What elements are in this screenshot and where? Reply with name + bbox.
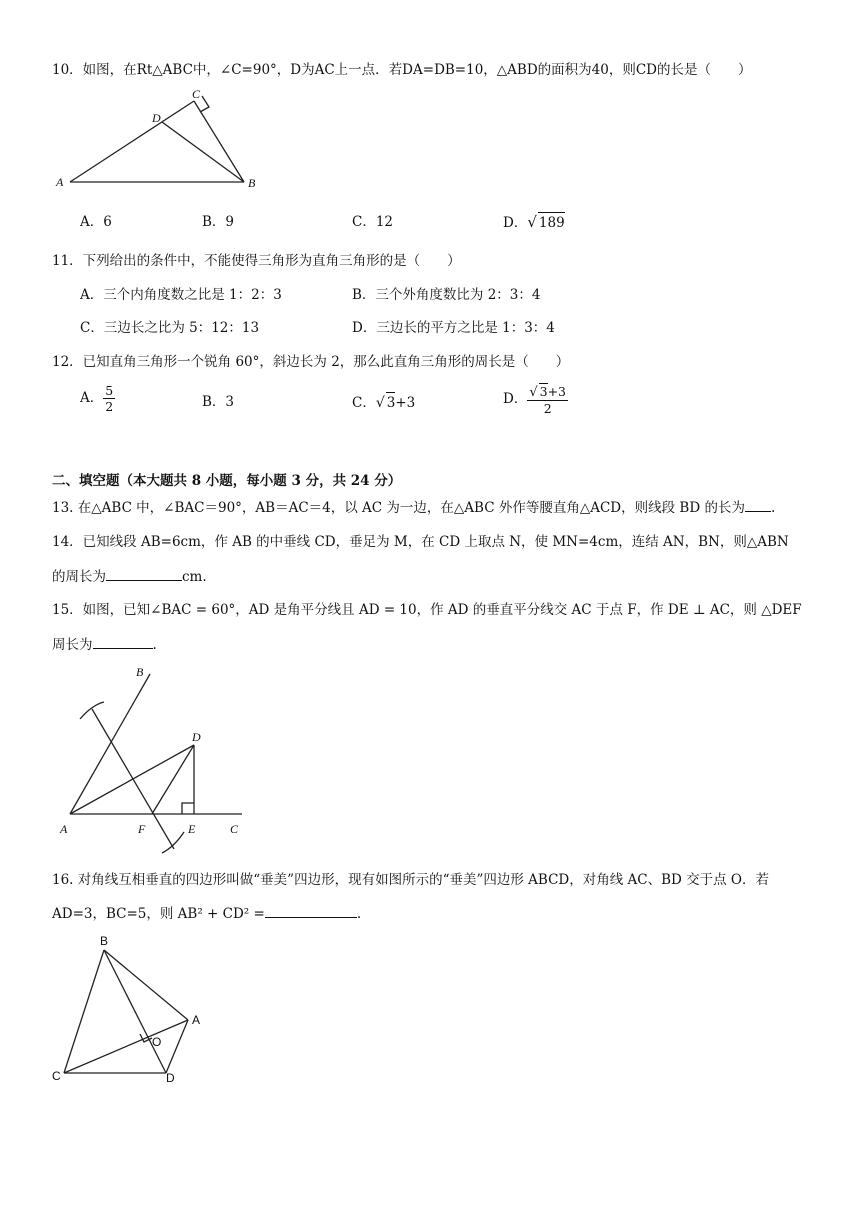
q11-option-c: C．三边长之比为 5：12：13: [80, 320, 260, 336]
q16-suffix: .: [356, 906, 362, 922]
q15-prefix: 周长为: [52, 637, 93, 653]
label-b: B: [100, 934, 109, 948]
label-f: F: [138, 822, 146, 836]
segment-cb: [64, 950, 104, 1073]
q11-stem: 11．下列给出的条件中，不能使得三角形为直角三角形的是（ ）: [52, 253, 461, 269]
q14-line2: [52, 566, 207, 587]
label-c: C: [230, 822, 239, 836]
q10-figure: [52, 88, 272, 193]
segment-db: [162, 122, 244, 182]
q14-suffix: cm.: [182, 569, 207, 585]
q10-option-b: B．9: [202, 214, 235, 230]
label-a: A: [192, 1013, 201, 1027]
right-angle-mark: [182, 803, 194, 814]
q16-line1: 16. 对角线互相垂直的四边形叫做“垂美”四边形，现有如图所示的“垂美”四边形 ABCD，对角线 AC、BD 交于点 O．若: [52, 872, 769, 888]
q13-end: .: [770, 500, 776, 516]
q10-option-c: C．12: [352, 214, 394, 230]
q11-option-a: A．三个内角度数之比是 1：2：3: [80, 287, 282, 303]
q12-option-d-label: D．: [503, 391, 528, 407]
q12-option-a-numerator: 5: [105, 383, 114, 398]
diagonal-bd: [104, 950, 166, 1073]
q12-option-d-denominator: 2: [543, 401, 552, 416]
label-c: C: [52, 1069, 61, 1083]
q10-stem: 10．如图，在Rt△ABC中，∠C=90°，D为AC上一点．若DA=DB=10，△ABD的面积为40，则CD的长是（ ）: [52, 62, 752, 78]
segment-ac: [70, 101, 194, 182]
q16-figure: [48, 930, 218, 1090]
q14-answer-blank[interactable]: [106, 566, 182, 581]
label-a: A: [60, 822, 68, 836]
q12-option-a-label: A．: [80, 390, 104, 406]
segment-ad: [70, 745, 194, 814]
q12-option-a: [80, 383, 115, 414]
q10-option-d: D．√ 189: [503, 213, 565, 231]
segment-fd: [152, 745, 194, 814]
q12-option-c-radicand: 3: [386, 392, 396, 413]
q16-line2: [52, 903, 361, 924]
label-e: E: [188, 822, 196, 836]
q15-suffix: .: [152, 637, 157, 653]
label-d: D: [152, 111, 161, 125]
q12-option-b: B．3: [202, 394, 235, 410]
q15-answer-blank[interactable]: [93, 634, 153, 649]
q15-figure: [52, 662, 252, 862]
q12-option-c-tail: +3: [395, 395, 416, 411]
q12-option-a-denominator: 2: [105, 399, 114, 414]
segment-ba: [104, 950, 188, 1020]
q12-option-c-label: C．: [352, 395, 376, 411]
q12-option-d-radicand: 3: [539, 384, 548, 399]
q13-answer-blank[interactable]: [745, 497, 771, 512]
segment-cb: [194, 101, 244, 182]
q11-option-b: B．三个外角度数比为 2：3：4: [352, 287, 541, 303]
q15-line2: [52, 634, 157, 655]
q16-answer-blank[interactable]: [265, 903, 357, 918]
label-d: D: [166, 1071, 175, 1085]
label-b: B: [136, 665, 144, 679]
q12-stem: 12．已知直角三角形一个锐角 60°，斜边长为 2，那么此直角三角形的周长是（ ）: [52, 354, 570, 370]
label-d: D: [192, 730, 201, 744]
q12-option-d: D． $\frac{√ 3+3}{2}$: [503, 384, 567, 416]
q12-option-c: C．√ 3+3: [352, 392, 415, 413]
perpendicular-bisector: [92, 709, 174, 849]
q14-prefix: 的周长为: [52, 569, 106, 585]
q10-option-a: A．6: [80, 214, 112, 230]
arc-mark-top: [80, 702, 104, 719]
q15-line1: 15．如图，已知∠BAC = 60°，AD 是角平分线且 AD = 10，作 AD 的垂直平分线交 AC 于点 F，作 DE ⊥ AC，则 △DEF: [52, 602, 802, 618]
q16-prefix: AD=3，BC=5，则 AB² + CD² =: [52, 906, 265, 922]
label-o: O: [152, 1035, 162, 1049]
right-angle-mark: [200, 96, 209, 112]
q10-option-d-label: D．: [503, 215, 528, 231]
q10-option-d-radicand: 189: [538, 212, 565, 233]
label-a: A: [56, 175, 64, 189]
q13-stem: [52, 497, 775, 518]
q12-option-d-tail: +3: [547, 384, 567, 399]
q14-line1: 14．已知线段 AB=6cm，作 AB 的中垂线 CD，垂足为 M，在 CD 上取点 N，使 MN=4cm，连结 AN，BN，则△ABN: [52, 534, 789, 550]
section-heading: 二、填空题（本大题共 8 小题，每小题 3 分，共 24 分）: [52, 473, 402, 489]
q11-option-d: D．三边长的平方之比是 1：3：4: [352, 320, 555, 336]
q13-text: 13. 在△ABC 中，∠BAC＝90°，AB＝AC＝4，以 AC 为一边，在△ABC 外作等腰直角△ACD，则线段 BD 的长为: [52, 500, 745, 516]
label-b: B: [248, 176, 256, 190]
line-ab: [70, 674, 150, 814]
label-c: C: [192, 88, 201, 101]
